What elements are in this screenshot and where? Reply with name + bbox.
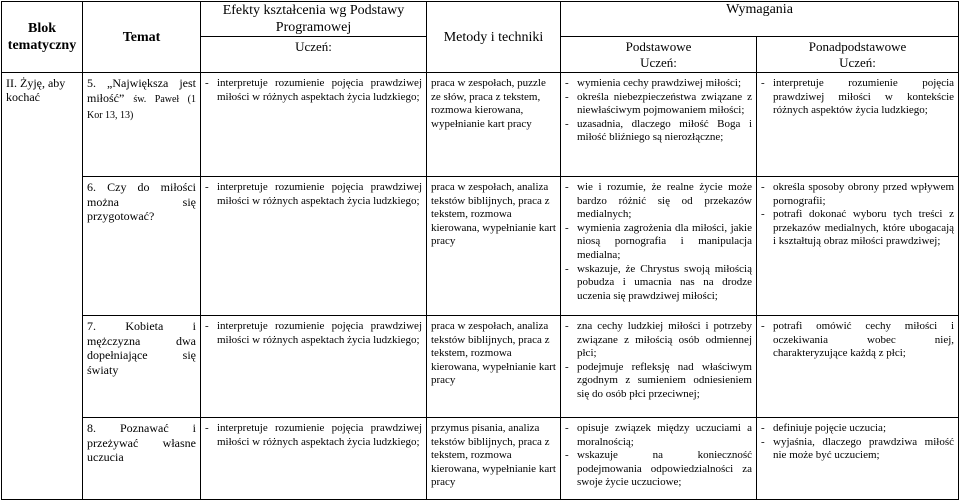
header-blok: Blok tematyczny xyxy=(2,2,83,73)
efekty-cell xyxy=(201,316,427,418)
list-item: - wyjaśnia, dlaczego prawdziwa miłość nie może być uczuciem; xyxy=(761,436,954,463)
list-item: - uzasadnia, dlaczego miłość Boga i miłość bliźniego są nierozłączne; xyxy=(565,118,752,145)
header-metody: Metody i techniki xyxy=(427,2,561,73)
temat-cell xyxy=(83,316,201,418)
list-item: - interpretuje rozumienie pojęcia prawdziwej miłości w różnych aspektach życia ludzkiego; xyxy=(205,422,422,449)
metody-cell: praca w zespołach, analiza tekstów biblijnych, praca z tekstem, rozmowa kierowana, wypełnianie kart pracy xyxy=(427,316,561,418)
list-item: - interpretuje rozumienie pojęcia prawdziwej miłości w różnych aspektach życia ludzkiego; xyxy=(205,320,422,347)
header-podstawowe xyxy=(561,37,757,73)
metody-cell: przymus pisania, analiza tekstów biblijnych, praca z tekstem, rozmowa kierowana, wypełnianie kart pracy xyxy=(427,418,561,500)
list-item: - interpretuje rozumienie pojęcia prawdziwej miłości w kontekście różnych aspektów życia ludzkiego; xyxy=(761,77,954,118)
table-row xyxy=(2,177,959,316)
list-item: - wymienia cechy prawdziwej miłości; xyxy=(565,77,752,91)
ponadpodstawowe-cell xyxy=(757,418,959,500)
list-item: - interpretuje rozumienie pojęcia prawdziwej miłości w różnych aspektach życia ludzkiego; xyxy=(205,181,422,208)
uczen-label: Uczeń: xyxy=(839,55,876,70)
list-item: - zna cechy ludzkiej miłości i potrzeby związane z miłością osób odmiennej płci; xyxy=(565,320,752,361)
uczen-label: Uczeń: xyxy=(640,55,677,70)
list-item: - definiuje pojęcie uczucia; xyxy=(761,422,954,436)
efekty-cell xyxy=(201,177,427,316)
list-item: - wymienia zagrożenia dla miłości, jakie niosą pornografia i manipulacja medialna; xyxy=(565,222,752,263)
efekty-cell-list xyxy=(205,181,422,208)
temat-source: św. Paweł (1 Kor 13, 13) xyxy=(87,93,197,121)
podstawowe-cell-list xyxy=(565,422,752,490)
ponadpodstawowe-cell-list xyxy=(761,181,954,249)
list-item: - opisuje związek między uczuciami a moralnością; xyxy=(565,422,752,449)
temat-cell xyxy=(83,418,201,500)
temat-text: 5. „Największa jest miłość” xyxy=(87,76,196,105)
efekty-cell-list xyxy=(205,77,422,104)
table-row xyxy=(2,316,959,418)
ponadpodstawowe-cell xyxy=(757,177,959,316)
podstawowe-cell xyxy=(561,177,757,316)
header-ponadpodstawowe xyxy=(757,37,959,73)
header-efekty: Efekty kształcenia wg Podstawy Programowej xyxy=(201,2,427,37)
ponadpodstawowe-cell-list xyxy=(761,320,954,361)
efekty-cell xyxy=(201,73,427,177)
blok-cell: II. Żyję, aby kochać xyxy=(2,73,83,500)
curriculum-table xyxy=(1,1,959,500)
header-temat: Temat xyxy=(83,2,201,73)
podstawowe-cell xyxy=(561,73,757,177)
temat-cell xyxy=(83,177,201,316)
list-item: - określa niebezpieczeństwa związane z niewłaściwym pojmowaniem miłości; xyxy=(565,91,752,118)
ponadpodstawowe-cell xyxy=(757,73,959,177)
podstawowe-cell xyxy=(561,418,757,500)
podstawowe-cell-list xyxy=(565,320,752,402)
efekty-cell-list xyxy=(205,320,422,347)
temat-text: 6. Czy do miłości można się przygotować? xyxy=(87,180,196,223)
ponadpodstawowe-label: Ponadpodstawowe xyxy=(808,39,907,54)
header-wymagania: Wymagania xyxy=(561,2,959,37)
list-item: - podejmuje refleksję nad właściwym zgodnym z sumieniem odniesieniem się do osób płci przeciwnej; xyxy=(565,361,752,402)
ponadpodstawowe-cell-list xyxy=(761,422,954,463)
table-row xyxy=(2,418,959,500)
list-item: - wskazuje na konieczność podejmowania odpowiedzialności za swoje życie uczuciowe; xyxy=(565,449,752,490)
list-item: - wie i rozumie, że realne życie może bardzo różnić się od przekazów medialnych; xyxy=(565,181,752,222)
metody-cell: praca w zespołach, puzzle ze słów, praca z tekstem, rozmowa kierowana, wypełnianie kart pracy xyxy=(427,73,561,177)
list-item: - interpretuje rozumienie pojęcia prawdziwej miłości w różnych aspektach życia ludzkiego; xyxy=(205,77,422,104)
list-item: - potrafi dokonać wyboru tych treści z przekazów medialnych, które ubogacają i kształtują obraz miłości prawdziwej; xyxy=(761,208,954,249)
ponadpodstawowe-cell-list xyxy=(761,77,954,118)
table-row xyxy=(2,73,959,177)
metody-cell: praca w zespołach, analiza tekstów biblijnych, praca z tekstem, rozmowa kierowana, wypełnianie kart pracy xyxy=(427,177,561,316)
temat-cell xyxy=(83,73,201,177)
ponadpodstawowe-cell xyxy=(757,316,959,418)
list-item: - wskazuje, że Chrystus swoją miłością pobudza i umacnia nas na drodze uczenia się prawdziwej miłości; xyxy=(565,263,752,304)
efekty-cell xyxy=(201,418,427,500)
list-item: - określa sposoby obrony przed wpływem pornografii; xyxy=(761,181,954,208)
efekty-cell-list xyxy=(205,422,422,449)
podstawowe-cell xyxy=(561,316,757,418)
temat-text: 8. Poznawać i przeżywać własne uczucia xyxy=(87,421,196,464)
header-uczen-efekty: Uczeń: xyxy=(201,37,427,73)
podstawowe-label: Podstawowe xyxy=(625,39,692,54)
list-item: - potrafi omówić cechy miłości i oczekiwania wobec niej, charakteryzujące każdą z płci; xyxy=(761,320,954,361)
podstawowe-cell-list xyxy=(565,77,752,145)
temat-text: 7. Kobieta i mężczyzna dwa dopełniające się światy xyxy=(87,319,196,377)
podstawowe-cell-list xyxy=(565,181,752,303)
